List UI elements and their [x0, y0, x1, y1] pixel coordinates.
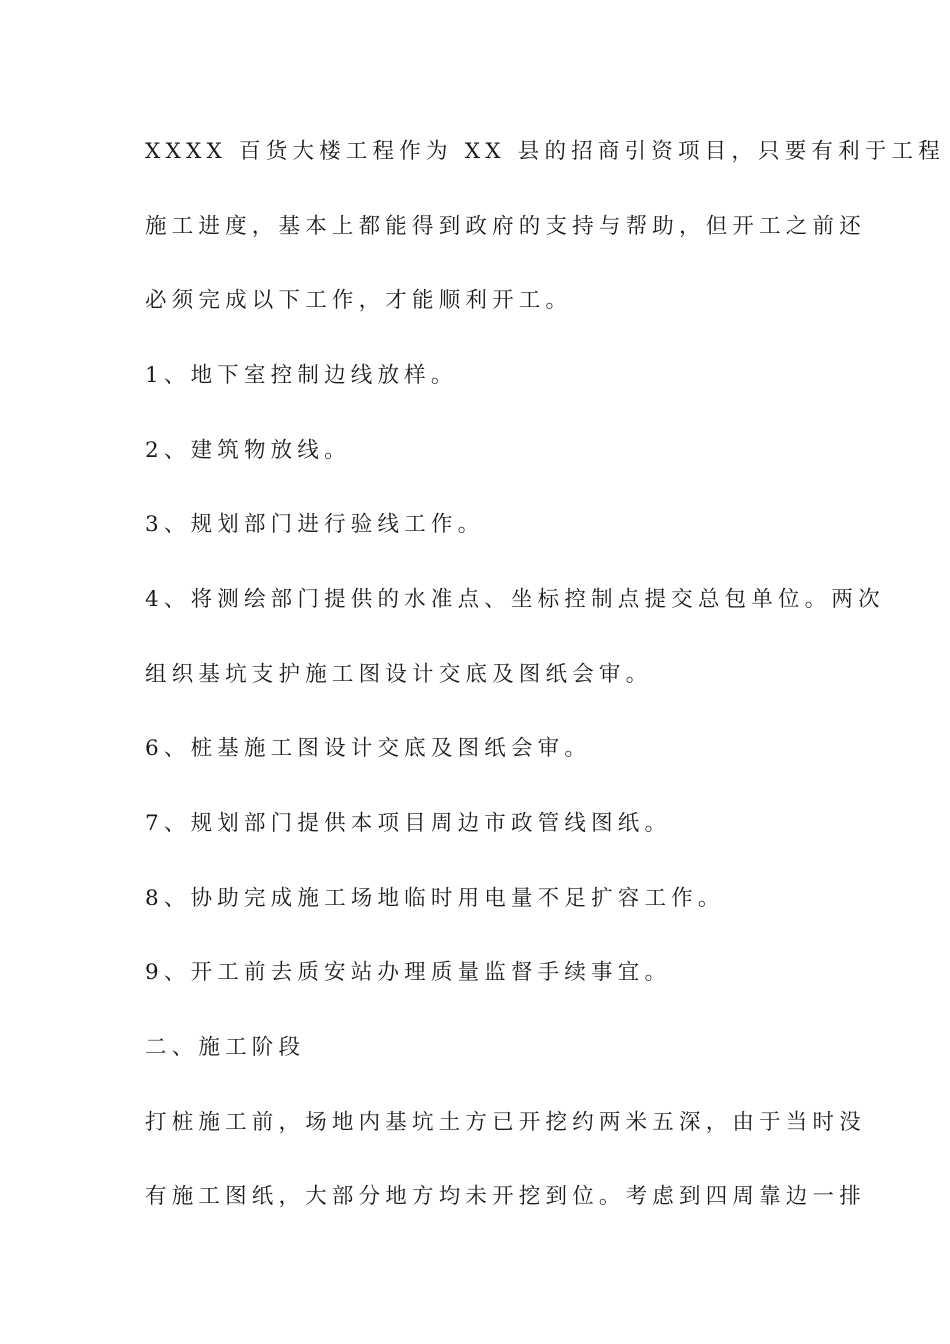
paragraph-line: 有施工图纸，大部分地方均未开挖到位。考虑到四周靠边一排 — [145, 1184, 866, 1209]
list-item: 1、地下室控制边线放样。 — [145, 363, 458, 388]
paragraph-line: 打桩施工前，场地内基坑土方已开挖约两米五深，由于当时没 — [145, 1110, 866, 1135]
list-item: 7、规划部门提供本项目周边市政管线图纸。 — [145, 811, 672, 836]
list-item: 2、建筑物放线。 — [145, 438, 351, 463]
list-item-continuation: 组织基坑支护施工图设计交底及图纸会审。 — [145, 662, 653, 687]
section-heading: 二、施工阶段 — [145, 1035, 306, 1060]
list-item: 3、规划部门进行验线工作。 — [145, 512, 485, 537]
paragraph-line: 必须完成以下工作，才能顺利开工。 — [145, 288, 573, 313]
paragraph-line: 施工进度，基本上都能得到政府的支持与帮助，但开工之前还 — [145, 214, 866, 239]
list-item: 6、桩基施工图设计交底及图纸会审。 — [145, 736, 592, 761]
list-item: 9、开工前去质安站办理质量监督手续事宜。 — [145, 960, 672, 985]
paragraph-line: XXXX 百货大楼工程作为 XX 县的招商引资项目，只要有利于工程 — [145, 139, 945, 164]
list-item: 8、协助完成施工场地临时用电量不足扩容工作。 — [145, 886, 725, 911]
list-item: 4、将测绘部门提供的水准点、坐标控制点提交总包单位。两次 — [145, 587, 885, 612]
